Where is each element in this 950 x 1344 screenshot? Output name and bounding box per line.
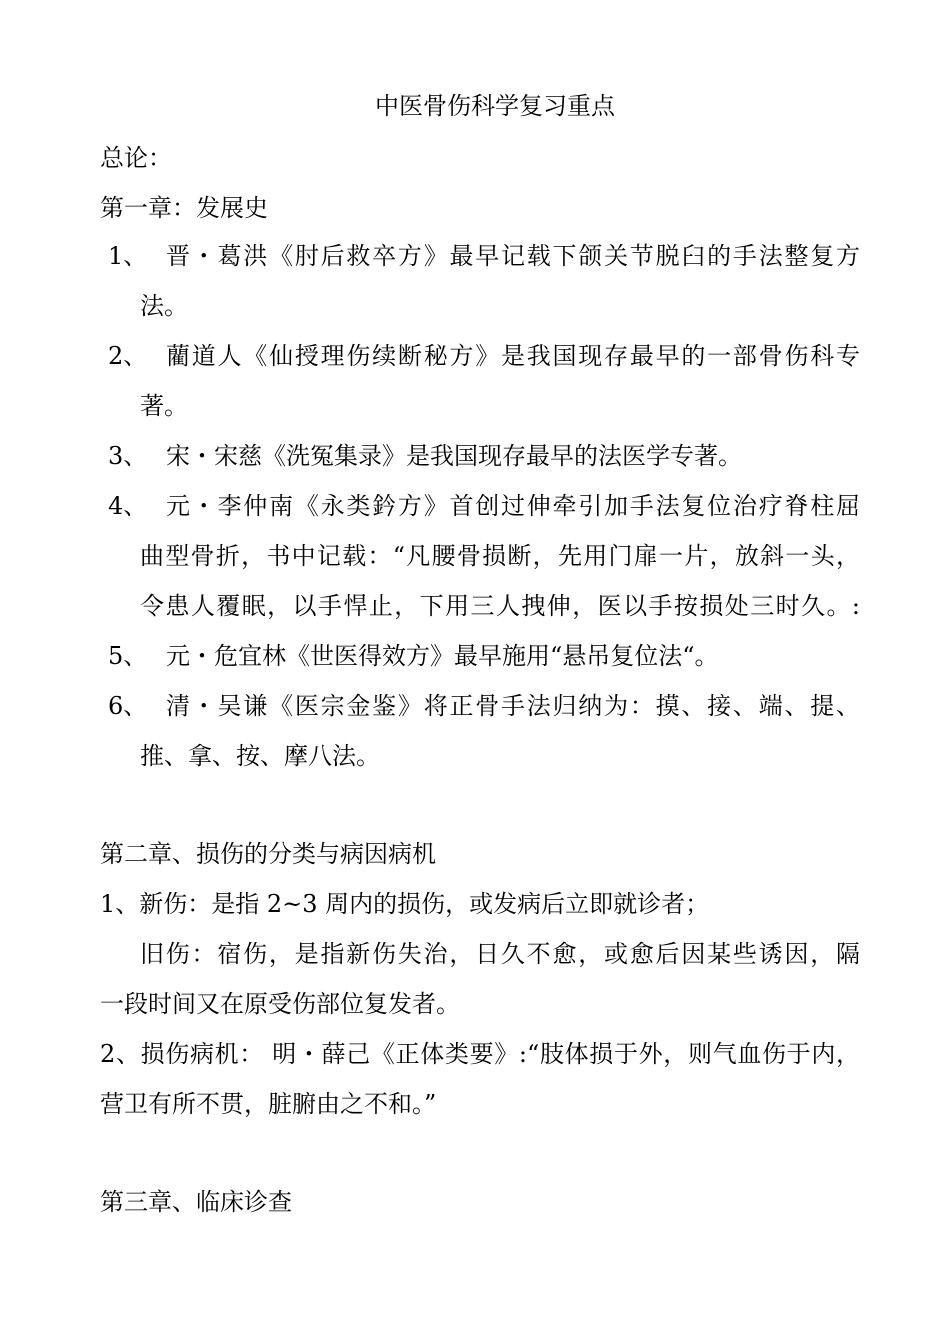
list-item-text: 法。 (140, 292, 188, 320)
list-item-text: 晋・葛洪《肘后救卒方》最早记载下颌关节脱臼的手法整复方 (166, 242, 860, 270)
list-item-text: 元・危宜林《世医得效方》最早施用“悬吊复位法“。 (166, 642, 719, 670)
list-item-text: 曲型骨折，书中记载：“凡腰骨损断，先用门扉一片，放斜一头， (140, 542, 860, 570)
list-item-number: 6、 (108, 692, 148, 720)
chapter1-heading: 第一章：发展史 (100, 194, 268, 222)
paragraph: 营卫有所不贯，脏腑由之不和。” (100, 1090, 437, 1118)
list-item-text: 藺道人《仙授理伤续断秘方》是我国现存最早的一部骨伤科专 (166, 342, 860, 370)
paragraph: 2、损伤病机： 明・薛己《正体类要》:“肢体损于外，则气血伤于内， (100, 1040, 860, 1068)
list-item-text: 推、拿、按、摩八法。 (140, 742, 380, 770)
list-item-text: 宋・宋慈《洗冤集录》是我国现存最早的法医学专著。 (166, 442, 742, 470)
list-item-text: 著。 (140, 392, 188, 420)
list-item-number: 3、 (108, 442, 148, 470)
list-item-number: 2、 (108, 342, 148, 370)
chapter3-heading: 第三章、临床诊查 (100, 1188, 292, 1216)
list-item-text: 令患人覆眠，以手悍止，下用三人拽伸，医以手按损处三时久。: (140, 592, 860, 620)
chapter2-heading: 第二章、损伤的分类与病因病机 (100, 840, 436, 868)
page-title: 中医骨伤科学复习重点 (375, 92, 615, 120)
list-item-text: 清・吴谦《医宗金鉴》将正骨手法归纳为：摸、接、端、提、 (166, 692, 860, 720)
list-item-number: 1、 (108, 242, 148, 270)
list-item-number: 4、 (108, 492, 148, 520)
section-general: 总论： (100, 144, 172, 172)
list-item-number: 5、 (108, 642, 148, 670)
list-item-text: 元・李仲南《永类鈐方》首创过伸牵引加手法复位治疗脊柱屈 (166, 492, 860, 520)
paragraph: 一段时间又在原受伤部位复发者。 (100, 990, 460, 1018)
paragraph: 旧伤：宿伤，是指新伤失治，日久不愈，或愈后因某些诱因，隔 (140, 940, 860, 968)
paragraph: 1、新伤：是指 2~3 周内的损伤，或发病后立即就诊者； (100, 890, 710, 918)
